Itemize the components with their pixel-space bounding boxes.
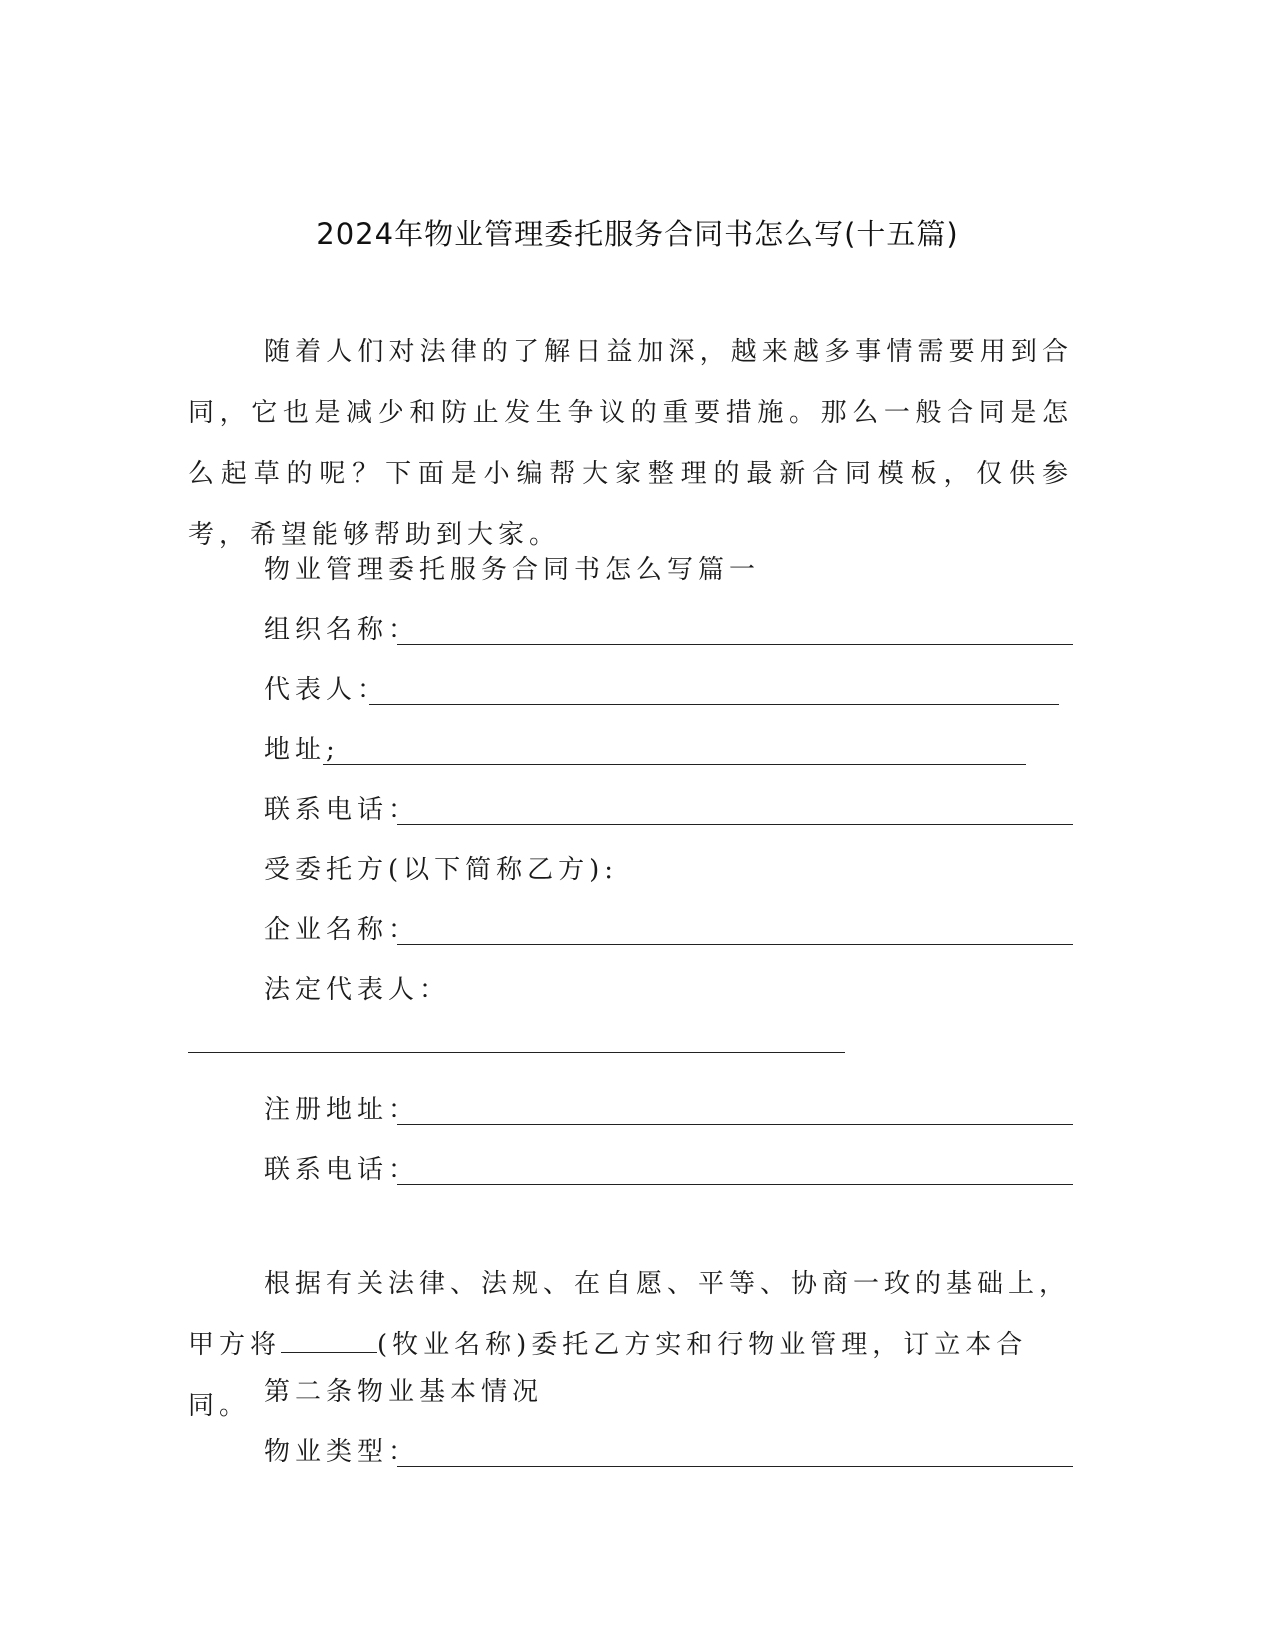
intro-paragraph: 随着人们对法律的了解日益加深，越来越多事情需要用到合同，它也是减少和防止发生争议的重要措施。那么一般合同是怎么起草的呢？下面是小编帮大家整理的最新合同模板，仅供参考，希望能够帮助到大家。 xyxy=(188,337,1073,550)
registered-address-label: 注册地址： xyxy=(264,1095,420,1125)
document-title: 2024年物业管理委托服务合同书怎么写(十五篇) xyxy=(316,217,959,251)
registered-address-blank[interactable] xyxy=(397,1124,1073,1125)
property-name-blank[interactable] xyxy=(281,1328,377,1353)
phone-1-blank[interactable] xyxy=(397,824,1073,825)
agreement-text-1: 根据有关法律、法规、在自愿、平等、协商一玫的基础上，甲方将 xyxy=(188,1269,1071,1360)
org-name-blank[interactable] xyxy=(397,644,1073,645)
company-name-blank[interactable] xyxy=(397,944,1073,945)
party-b-label: 受委托方(以下简称乙方): xyxy=(264,855,619,885)
phone-1-label: 联系电话： xyxy=(264,795,420,825)
org-name-label: 组织名称： xyxy=(264,615,420,645)
representative-blank[interactable] xyxy=(369,704,1059,705)
phone-2-blank[interactable] xyxy=(397,1184,1073,1185)
legal-rep-label: 法定代表人： xyxy=(264,975,451,1005)
address-blank[interactable] xyxy=(323,764,1026,765)
agreement-text-2: (牧业名称)委托乙方实和行物业管理，订立本合同。 xyxy=(188,1330,1028,1421)
property-type-blank[interactable] xyxy=(397,1466,1073,1467)
legal-rep-blank[interactable] xyxy=(188,1052,845,1053)
section-heading: 物业管理委托服务合同书怎么写篇一 xyxy=(264,555,761,585)
phone-2-label: 联系电话： xyxy=(264,1155,420,1185)
representative-label: 代表人： xyxy=(264,675,389,705)
address-label: 地址; xyxy=(264,735,340,765)
article-two-heading: 第二条物业基本情况 xyxy=(264,1377,544,1407)
company-name-label: 企业名称： xyxy=(264,915,420,945)
property-type-label: 物业类型： xyxy=(264,1437,420,1467)
